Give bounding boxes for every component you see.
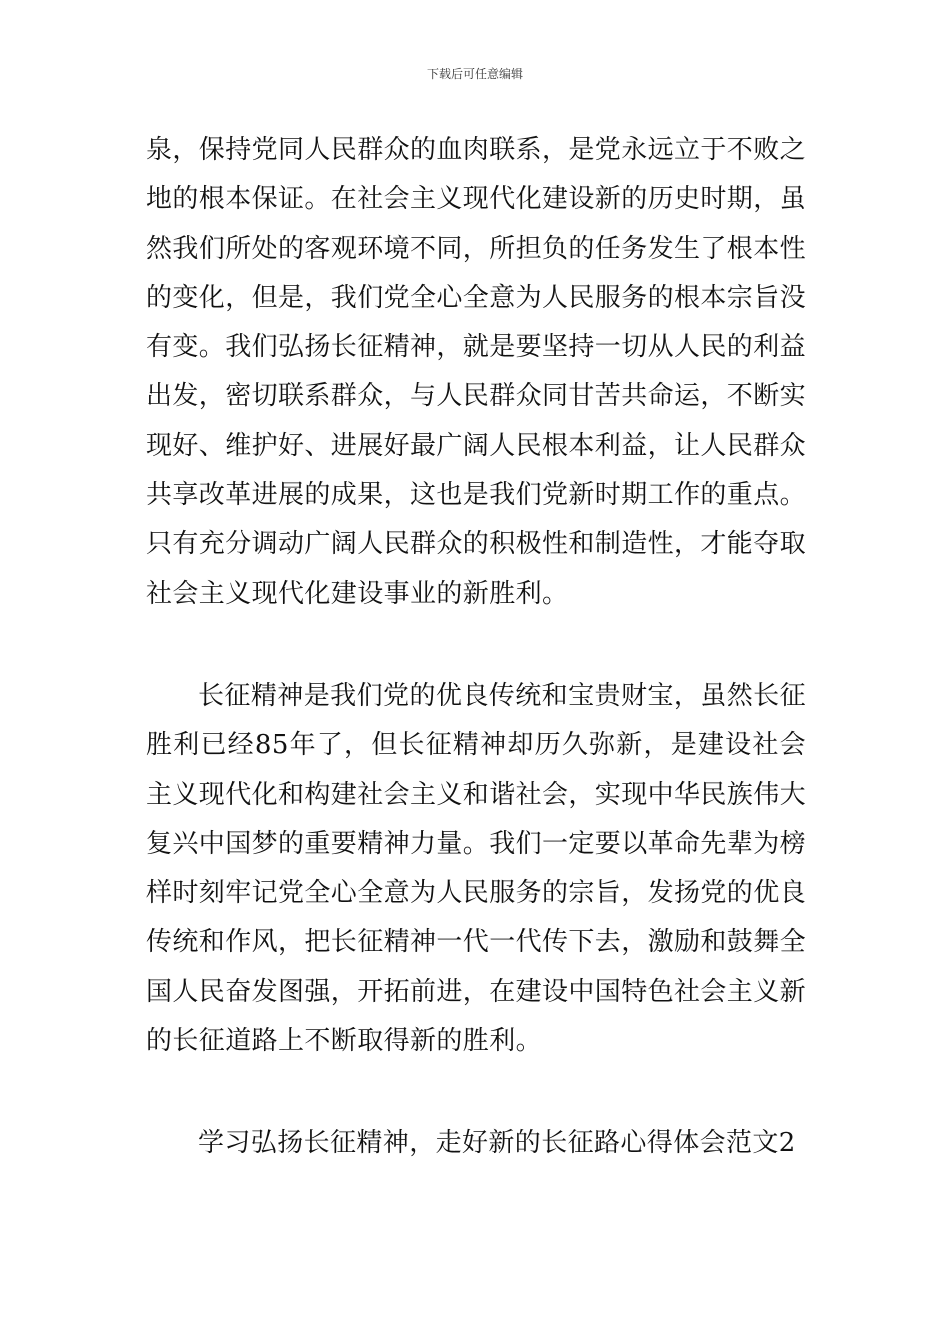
page-header-note: 下载后可任意编辑 [426, 67, 523, 81]
body-paragraph-2: 长征精神是我们党的优良传统和宝贵财宝，虽然长征胜利已经85年了，但长征精神却历久弥新，是建设社会主义现代化和构建社会主义和谐社会，实现中华民族伟大复兴中国梦的重要精神力量。我们一定要以革命先辈为榜样时刻牢记党全心全意为人民服务的宗旨，发扬党的优良传统和作风，把长征精神一代一代传下去，激励和鼓舞全国人民奋发图强，开拓前进，在建设中国特色社会主义新的长征道路上不断取得新的胜利。 [146, 681, 807, 1057]
section-heading: 学习弘扬长征精神，走好新的长征路心得体会范文2 [198, 1128, 796, 1158]
body-paragraph-1: 泉，保持党同人民群众的血肉联系，是党永远立于不败之地的根本保证。在社会主义现代化建设新的历史时期，虽然我们所处的客观环境不同，所担负的任务发生了根本性的变化，但是，我们党全心全意为人民服务的根本宗旨没有变。我们弘扬长征精神，就是要坚持一切从人民的利益出发，密切联系群众，与人民群众同甘苦共命运，不断实现好、维护好、进展好最广阔人民根本利益，让人民群众共享改革进展的成果，这也是我们党新时期工作的重点。只有充分调动广阔人民群众的积极性和制造性，才能夺取社会主义现代化建设事业的新胜利。 [146, 135, 807, 609]
